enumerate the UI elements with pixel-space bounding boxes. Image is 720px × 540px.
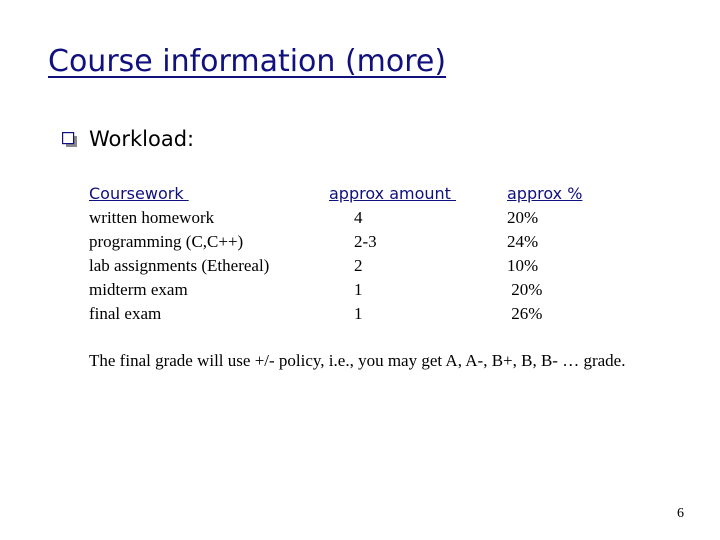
percent-cell: 10% [507,256,539,275]
amount-cell: 1 [354,280,363,299]
amount-column [329,182,456,326]
percent-cell: 20% [507,280,543,299]
percent-cell: 20% [507,208,539,227]
amount-cell: 2-3 [354,232,377,251]
coursework-cell: programming (C,C++) [89,232,244,251]
grading-note: The final grade will use +/- policy, i.e., you may get A, A-, B+, B, B- … grade. [89,351,626,370]
percent-cell: 24% [507,232,539,251]
amount-cell: 4 [354,208,363,227]
amount-header: approx amount [329,184,457,203]
slide-title: Course information (more) [48,44,447,79]
coursework-cell: final exam [89,304,162,323]
percent-column [507,182,582,326]
percent-header: approx % [507,184,583,203]
coursework-cell: lab assignments (Ethereal) [89,256,270,275]
percent-cell: 26% [507,304,543,323]
amount-cell: 1 [354,304,363,323]
workload-bullet [62,127,194,151]
checkbox-bullet-icon [62,132,77,147]
coursework-cell: written homework [89,208,215,227]
coursework-column [89,182,269,326]
coursework-header: Coursework [89,184,189,203]
amount-cell: 2 [354,256,363,275]
workload-label: Workload: [89,127,195,151]
coursework-cell: midterm exam [89,280,188,299]
page-number: 6 [677,506,684,521]
